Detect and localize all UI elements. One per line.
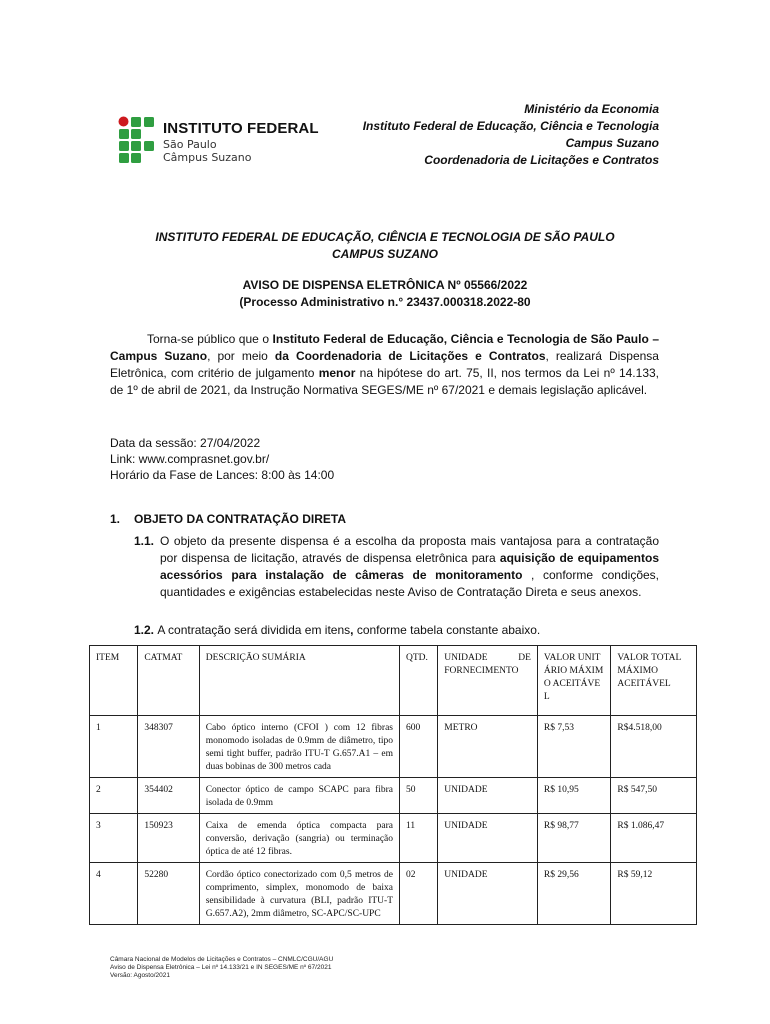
clause-1-1: 1.1. O objeto da presente dispensa é a escolha da proposta mais vantajosa para a contratação por dispensa de licitação, através de dispensa eletrônica para aquisição de equipamentos acessórios para instalação de câmeras de monitoramento , conforme condições, quantidades e exigências estabelecidas neste Aviso de Contratação Direta e seus anexos. [134,534,660,599]
table-row [90,814,697,863]
clause-1-2: 1.2. A contratação será dividida em itens, conforme tabela constante abaixo. [134,623,541,637]
table-cell: 600 [400,716,438,778]
institution-title [110,229,660,263]
section-title: OBJETO DA CONTRATAÇÃO DIRETA [134,512,346,526]
aviso-title: AVISO DE DISPENSA ELETRÔNICA Nº 05566/2022 [242,278,528,292]
header-line: Campus Suzano [565,136,659,150]
intro-paragraph: Torna-se público que o Instituto Federal de Educação, Ciência e Tecnologia de São Paulo – Campus Suzano, por meio da Coordenadoria de Licitações e Contratos, realizará Dispensa Eletrônica, com critério de julgamento menor na hipótese do art. 75, II, nos termos da Lei nº 14.133, de 1º de abril de 2021, da Instrução Normativa SEGES/ME nº 67/2021 e demais legislação aplicável. [110,332,660,397]
table-cell: 348307 [138,716,199,778]
session-time: Horário da Fase de Lances: 8:00 às 14:00 [110,468,335,482]
table-cell: R$ 29,56 [537,863,610,925]
logo-title: INSTITUTO FEDERAL [163,120,319,137]
table-header-cell: UNIDADE DE FORNECIMENTO [438,646,538,716]
session-link: Link: www.comprasnet.gov.br/ [110,452,270,466]
logo-line-3: Câmpus Suzano [163,151,252,164]
table-cell: UNIDADE [438,863,538,925]
institute-logo [118,116,318,166]
table-cell: 150923 [138,814,199,863]
institution-line-1: INSTITUTO FEDERAL DE EDUCAÇÃO, CIÊNCIA E TECNOLOGIA DE SÃO PAULO [155,230,615,244]
logo-line-2: São Paulo [163,138,217,151]
section-heading: 1. OBJETO DA CONTRATAÇÃO DIRETA [110,512,346,526]
aviso-processo: (Processo Administrativo n.° 23437.000318.2022-80 [239,295,531,309]
table-cell: Cordão óptico conectorizado com 0,5 metros de comprimento, simplex, monomodo de baixa sensibilidade à curvatura (BLI, padrão ITU-T G.657.A2), 2mm diâmetro, SC-APC/SC-UPC [199,863,399,925]
footer-line: Versão: Agosto/2021 [110,972,170,979]
table-cell: R$ 1.086,47 [611,814,697,863]
table-cell: Conector óptico de campo SCAPC para fibra isolada de 0.9mm [199,778,399,814]
table-header-row [90,646,697,716]
header-line: Ministério da Economia [524,102,659,116]
table-cell: Cabo óptico interno (CFOI ) com 12 fibras monomodo isoladas de 0.9mm de diâmetro, tipo semi tight buffer, padrão ITU-T G.657.A1 – em duas bobinas de 300 metros cada [199,716,399,778]
document-header [363,101,659,169]
session-info [110,435,334,483]
table-row [90,716,697,778]
table-cell: UNIDADE [438,814,538,863]
table-cell: 4 [90,863,138,925]
table-row [90,778,697,814]
institution-line-2: CAMPUS SUZANO [331,247,438,261]
header-line: Instituto Federal de Educação, Ciência e Tecnologia [362,119,659,133]
table-cell: 354402 [138,778,199,814]
table-cell: R$4.518,00 [611,716,697,778]
table-cell: 3 [90,814,138,863]
institute-logo-icon [118,116,158,166]
table-cell: R$ 7,53 [537,716,610,778]
table-header-cell: VALOR UNITÁRIO MÁXIMO ACEITÁVEL [537,646,610,716]
items-table [89,645,697,925]
table-cell: 50 [400,778,438,814]
aviso-heading [110,277,660,311]
table-cell: R$ 10,95 [537,778,610,814]
footer-line: Aviso de Dispensa Eletrônica – Lei nº 14.133/21 e IN SEGES/ME nº 67/2021 [110,964,332,971]
table-header-cell: QTD. [400,646,438,716]
table-cell: R$ 98,77 [537,814,610,863]
table-cell: 1 [90,716,138,778]
page-footer [110,956,333,980]
table-cell: METRO [438,716,538,778]
table-row [90,863,697,925]
institute-name: Instituto Federal de Educação, Ciência e Tecnologia de São Paulo – Campus Suzano [110,332,660,363]
session-date: Data da sessão: 27/04/2022 [110,436,261,450]
table-header-cell: DESCRIÇÃO SUMÁRIA [199,646,399,716]
table-cell: Caixa de emenda óptica compacta para conversão, derivação (sangria) ou terminação óptica de até 12 fibras. [199,814,399,863]
table-header-cell: CATMAT [138,646,199,716]
table-cell: R$ 59,12 [611,863,697,925]
table-cell: R$ 547,50 [611,778,697,814]
coordination-name: da Coordenadoria de Licitações e Contratos [274,349,546,363]
table-header-cell: ITEM [90,646,138,716]
header-line: Coordenadoria de Licitações e Contratos [424,153,659,167]
table-cell: 52280 [138,863,199,925]
table-cell: 02 [400,863,438,925]
table-cell: 11 [400,814,438,863]
table-cell: UNIDADE [438,778,538,814]
footer-line: Câmara Nacional de Modelos de Licitações e Contratos – CNMLC/CGU/AGU [110,956,334,963]
table-cell: 2 [90,778,138,814]
table-header-cell: VALOR TOTAL MÁXIMO ACEITÁVEL [611,646,697,716]
